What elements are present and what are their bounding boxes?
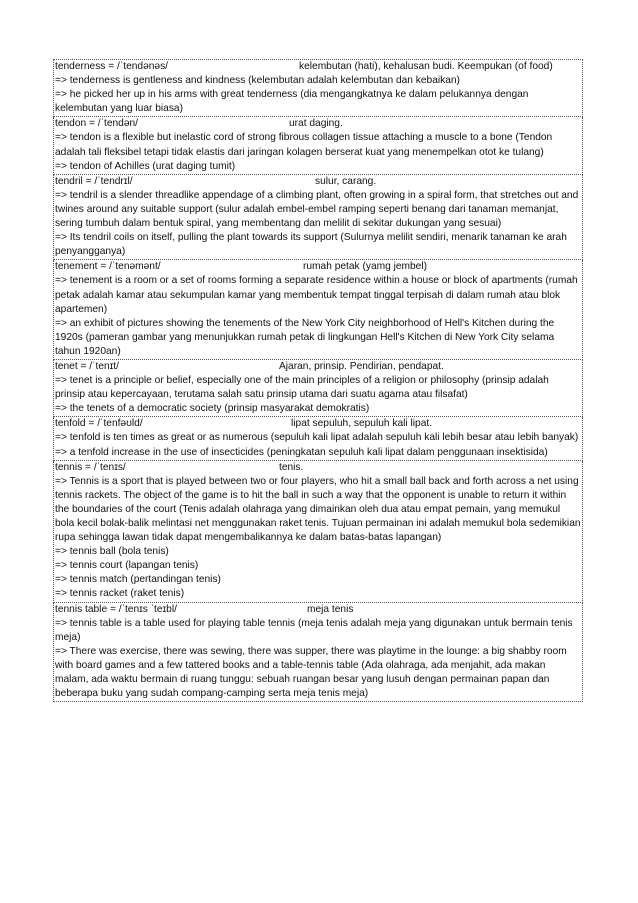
headword: tennis — [55, 461, 83, 473]
example-line: => tendon is a flexible but inelastic cord of strong fibrous collagen tissue attaching a muscle to a bone (Tendon adalah tali fleksibel tetapi tidak elastis dari jaringan kolagen berserat kuat yang menempelkan otot ke tulang) — [55, 132, 553, 158]
headword: tenderness — [55, 61, 106, 72]
translation: tenis. — [279, 461, 304, 473]
example-line: => tenement is a room or a set of rooms forming a separate residence within a house or block of apartments (rumah petak adalah kamar atau sekumpulan kamar yang membentuk tempat tinggal terpisah di dalam rumah atau blok apartemen) — [55, 275, 578, 315]
pronunciation: /ˈtenfəʊld/ — [97, 418, 143, 430]
translation: lipat sepuluh, sepuluh kali lipat. — [291, 418, 433, 430]
headword: tendon — [55, 118, 87, 130]
entry-tenfold — [53, 417, 583, 460]
headword: tennis table — [55, 603, 108, 615]
example-line: => tennis ball (bola tenis) — [55, 546, 169, 558]
entry-heading: tenfold = /ˈtenfəʊld/ lipat sepuluh, sepuluh kali lipat. — [55, 417, 581, 431]
entry-tennis-table — [53, 603, 583, 703]
entry-tendril — [53, 175, 583, 261]
pronunciation: /ˈtenɪs ˈteɪbl/ — [118, 603, 177, 615]
entry-heading: tendril = /ˈtendrɪl/ sulur, carang. — [55, 175, 581, 189]
translation: kelembutan (hati), kehalusan budi. Keempukan (of food) — [299, 61, 553, 72]
headword: tenet — [55, 360, 78, 372]
pronunciation: /ˈtenəmənt/ — [109, 261, 161, 273]
example-line: => tenet is a principle or belief, especially one of the main principles of a religion or philosophy (prinsip adalah prinsip atau kepercayaan, terutama salah satu prinsip utama dari suatu agama atau filsafat) — [55, 375, 549, 401]
entry-heading: tendon = /ˈtendən/ urat daging. — [55, 117, 581, 131]
translation: rumah petak (yamg jembel) — [303, 261, 427, 273]
headword: tenfold — [55, 418, 86, 430]
headword: tenement — [55, 261, 98, 273]
entry-tenet — [53, 360, 583, 417]
example-line: => tendril is a slender threadlike appendage of a climbing plant, often growing in a spiral form, that stretches out and twines around any suitable support (sulur adalah embel-embel ramping seperti benang dari tanaman memanjat, sering tumbuh dalam bentuk spiral, yang membentang dan melilit di sekitar dukungan yang sesuai) — [55, 189, 579, 230]
headword: tendril — [55, 175, 83, 187]
translation: Ajaran, prinsip. Pendirian, pendapat. — [279, 360, 444, 372]
example-line: => tendon of Achilles (urat daging tumit) — [55, 160, 236, 172]
example-line: => tenderness is gentleness and kindness (kelembutan adalah kelembutan dan kebaikan) — [55, 75, 460, 87]
pronunciation: /ˈtenɪs/ — [93, 461, 126, 473]
entry-heading: tenet = /ˈtenɪt/ Ajaran, prinsip. Pendirian, pendapat. — [55, 360, 581, 374]
example-line: => tennis racket (raket tenis) — [55, 588, 185, 600]
pronunciation: /ˈtendrɪl/ — [94, 175, 133, 187]
entry-heading: tenement = /ˈtenəmənt/ rumah petak (yamg jembel) — [55, 260, 581, 274]
dictionary-sheet — [53, 59, 583, 702]
example-line: => tennis court (lapangan tenis) — [55, 560, 199, 572]
example-line: => tennis match (pertandingan tenis) — [55, 574, 221, 586]
entry-tendon — [53, 117, 583, 174]
example-line: => Its tendril coils on itself, pulling the plant towards its support (Sulurnya melilit sendiri, menarik tanaman ke arah penyangganya) — [55, 232, 567, 258]
translation: meja tenis — [307, 603, 354, 615]
example-line: => he picked her up in his arms with great tenderness (dia mengangkatnya ke dalam pelukannya dengan kelembutan yang luar biasa) — [55, 89, 529, 115]
translation: sulur, carang. — [315, 175, 377, 187]
entry-tenderness — [53, 60, 583, 117]
example-line: => an exhibit of pictures showing the tenements of the New York City neighborhood of Hell's Kitchen during the 1920s (pameran gambar yang menunjukkan rumah petak di lingkungan Hell's Kitchen di New York City selama tahun 1920an) — [55, 317, 555, 357]
example-line: => tennis table is a table used for playing table tennis (meja tenis adalah meja yang digunakan untuk bermain tenis meja) — [55, 617, 573, 643]
example-line: => Tennis is a sport that is played between two or four players, who hit a small ball back and forth across a net using tennis rackets. The object of the game is to hit the ball in such a way that the opponent is unable to return it within the boundaries of the court (Tenis adalah olahraga yang dimainkan oleh dua atau empat pemain, yang memukul bola kecil bolak-balik melintasi net menggunakan raket tenis. Tujuan permainan ini adalah memukul bola sedemikian rupa sehingga lawan tidak dapat mengembalikannya ke dalam batas-batas lapangan) — [55, 475, 581, 544]
example-line: => tenfold is ten times as great or as numerous (sepuluh kali lipat adalah sepuluh kali lebih besar atau lebih banyak) — [55, 432, 579, 444]
entry-heading: tennis = /ˈtenɪs/ tenis. — [55, 461, 581, 475]
pronunciation: /ˈtendən/ — [97, 118, 139, 130]
translation: urat daging. — [289, 118, 343, 130]
example-line: => a tenfold increase in the use of insecticides (peningkatan sepuluh kali lipat dalam penggunaan insektisida) — [55, 446, 548, 458]
example-line: => the tenets of a democratic society (prinsip masyarakat demokratis) — [55, 403, 370, 415]
entry-tennis — [53, 461, 583, 603]
entry-tenement — [53, 260, 583, 360]
pronunciation: /ˈtendənəs/ — [117, 61, 169, 72]
entry-heading: tennis table = /ˈtenɪs ˈteɪbl/ meja tenis — [55, 603, 581, 617]
example-line: => There was exercise, there was sewing, there was supper, there was playtime in the lounge: a big shabby room with board games and a few tattered books and a table-tennis table (Ada olahraga, ada menjahit, ada makan malam, ada waktu bermain di ruang tunggu: sebuah ruangan besar yang lusuh dengan permainan papan dan beberapa buku yang sudah compang-camping serta meja tenis meja) — [55, 645, 567, 700]
pronunciation: /ˈtenɪt/ — [89, 360, 119, 372]
entry-heading: tenderness = /ˈtendənəs/ kelembutan (hati), kehalusan budi. Keempukan (of food) — [55, 60, 581, 74]
